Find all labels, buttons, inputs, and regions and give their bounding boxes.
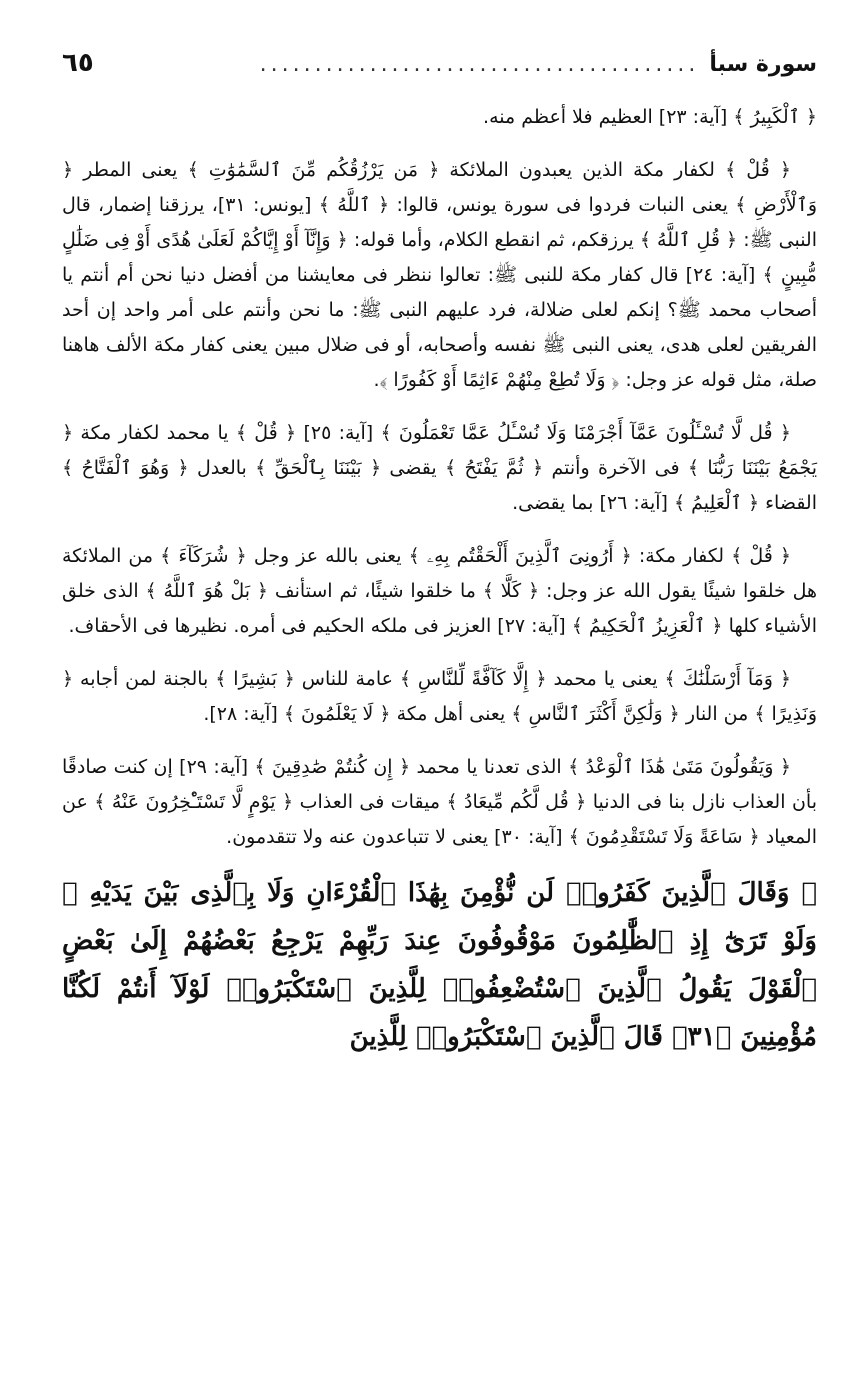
paragraph-gap — [62, 521, 817, 539]
page-number: ٦٥ — [62, 48, 94, 78]
paragraph-gap — [62, 398, 817, 416]
quran-verse-block: ﴿ وَقَالَ ٱلَّذِينَ كَفَرُوا۟ لَن نُّؤْمِنَ بِهَٰذَا ٱلْقُرْءَانِ وَلَا بِٱلَّذِى بَيْنَ يَدَيْهِ ۗ وَلَوْ تَرَىٰٓ إِذِ ٱلظَّٰلِمُونَ مَوْقُوفُونَ عِندَ رَبِّهِمْ يَرْجِعُ بَعْضُهُمْ إِلَىٰ بَعْضٍ ٱلْقَوْلَ يَقُولُ ٱلَّذِينَ ٱسْتُضْعِفُوا۟ لِلَّذِينَ ٱسْتَكْبَرُوا۟ لَوْلَآ أَنتُمْ لَكُنَّا مُؤْمِنِينَ ﴿٣١﴾ قَالَ ٱلَّذِينَ ٱسْتَكْبَرُوا۟ لِلَّذِينَ — [62, 878, 817, 1052]
paragraph-verse-29-30: ﴿ وَيَقُولُونَ مَتَىٰ هَٰذَا ٱلْوَعْدُ ﴾ الذى تعدنا يا محمد ﴿ إِن كُنتُمْ صَٰدِقِينَ ﴾ [آية: ٢٩] إن كنت صادقًا بأن العذاب نازل بنا فى الدنيا ﴿ قُل لَّكُم مِّيعَادُ ﴾ ميقات فى العذاب ﴿ يَوْمٍ لَّا تَسْتَـْٔخِرُونَ عَنْهُ ﴾ عن المعياد ﴿ سَاعَةً وَلَا تَسْتَقْدِمُونَ ﴾ [آية: ٣٠] يعنى لا تتباعدون عنه ولا تتقدمون. — [62, 756, 817, 848]
paragraph-gap — [62, 135, 817, 153]
paragraph-verse-23: ﴿ ٱلْكَبِيرُ ﴾ [آية: ٢٣] العظيم فلا أعظم منه. — [483, 106, 817, 128]
paragraph-verse-24: ﴿ قُلْ ﴾ لكفار مكة الذين يعبدون الملائكة ﴿ مَن يَرْزُقُكُم مِّنَ ٱلسَّمَٰوَٰتِ ﴾ يعنى المطر ﴿ وَٱلْأَرْضِ ﴾ يعنى النبات فردوا فى سورة يونس، قالوا: ﴿ ٱللَّهُ ﴾ [يونس: ٣١]، يرزقنا إضمار، قال النبى ﷺ: ﴿ قُلِ ٱللَّهُ ﴾ يرزقكم، ثم انقطع الكلام، وأما قوله: ﴿ وَإِنَّآ أَوْ إِيَّاكُمْ لَعَلَىٰ هُدًى أَوْ فِى ضَلَٰلٍ مُّبِينٍ ﴾ [آية: ٢٤] قال كفار مكة للنبى ﷺ: تعالوا ننظر فى معايشنا من أفضل دنيا نحن أم أنتم يا أصحاب محمد ﷺ؟ إنكم لعلى ضلالة، فرد عليهم النبى ﷺ: ما نحن وأنتم على أمر واحد إن أحد الفريقين لعلى هدى، يعنى النبى ﷺ نفسه وأصحابه، أو فى ضلال مبين يعنى كفار مكة الألف هاهنا صلة، مثل قوله عز وجل: ﴿ وَلَا تُطِعْ مِنْهُمْ ءَاثِمًا أَوْ كَفُورًا ﴾. — [62, 159, 817, 391]
paragraph-verse-25-26: ﴿ قُل لَّا تُسْـَٔلُونَ عَمَّآ أَجْرَمْنَا وَلَا نُسْـَٔلُ عَمَّا تَعْمَلُونَ ﴾ [آية: ٢٥] ﴿ قُلْ ﴾ يا محمد لكفار مكة ﴿ يَجْمَعُ بَيْنَنَا رَبُّنَا ﴾ فى الآخرة وأنتم ﴿ ثُمَّ يَفْتَحُ ﴾ يقضى ﴿ بَيْنَنَا بِٱلْحَقِّ ﴾ بالعدل ﴿ وَهُوَ ٱلْفَتَّاحُ ﴾ القضاء ﴿ ٱلْعَلِيمُ ﴾ [آية: ٢٦] بما يقضى. — [62, 422, 817, 514]
paragraph-gap — [62, 732, 817, 750]
paragraph-verse-28: ﴿ وَمَآ أَرْسَلْنَٰكَ ﴾ يعنى يا محمد ﴿ إِلَّا كَآفَّةً لِّلنَّاسِ ﴾ عامة للناس ﴿ بَشِيرًا ﴾ بالجنة لمن أجابه ﴿ وَنَذِيرًا ﴾ من النار ﴿ وَلَٰكِنَّ أَكْثَرَ ٱلنَّاسِ ﴾ يعنى أهل مكة ﴿ لَا يَعْلَمُونَ ﴾ [آية: ٢٨]. — [62, 668, 817, 725]
paragraph-gap — [62, 644, 817, 662]
commentary-body — [62, 100, 817, 1061]
paragraph-verse-27: ﴿ قُلْ ﴾ لكفار مكة: ﴿ أَرُونِىَ ٱلَّذِينَ أَلْحَقْتُم بِهِۦ ﴾ يعنى بالله عز وجل ﴿ شُرَكَآءَ ﴾ من الملائكة هل خلقوا شيئًا يقول الله عز وجل: ﴿ كَلَّا ﴾ ما خلقوا شيئًا، ثم استأنف ﴿ بَلْ هُوَ ٱللَّهُ ﴾ الذى خلق الأشياء كلها ﴿ ٱلْعَزِيزُ ٱلْحَكِيمُ ﴾ [آية: ٢٧] العزيز فى ملكه الحكيم فى أمره. نظيرها فى الأحقاف. — [62, 545, 817, 637]
running-header — [62, 0, 817, 96]
surah-title: سورة سبأ — [709, 52, 817, 77]
leader-dots: ........................................ — [259, 52, 700, 77]
